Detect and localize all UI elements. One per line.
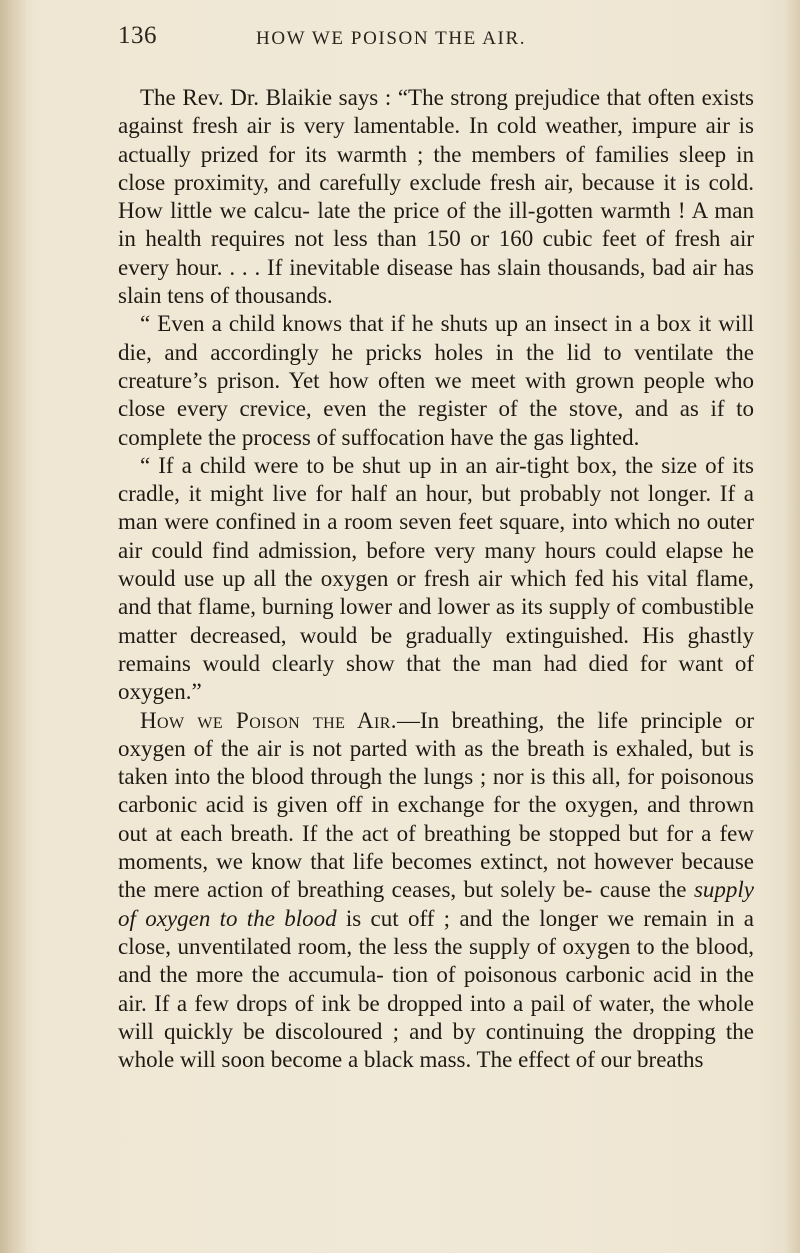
paragraph-air-tight-box: “ If a child were to be shut up in an air-tight box, the size of its cradle, it might live for half an hour, but probably not longer. If a man were confined in a room seven feet square, into which no outer air could find admission, before very many hours could elapse he would use up all the oxygen or fresh air which fed his vital flame, and that flame, burning lower and lower as its supply of combustible matter decreased, would be gradually extinguished. His ghastly remains would clearly show that the man had died for want of oxygen.” xyxy=(118,452,754,705)
paragraph-text-part: —In breathing, the life principle or oxygen of the air is not parted with as the breath is exhaled, but is taken into the blood through the lungs ; nor is this all, for poisonous carbonic acid is given off in exchange for the oxygen, and thrown out at each breath. If the act of breathing be stopped but for a few moments, we know that life becomes extinct, not however because the mere action of breathing ceases, but solely be- cause the xyxy=(118,707,754,903)
page-number: 136 xyxy=(118,22,157,49)
page-header xyxy=(118,22,758,62)
body-text xyxy=(118,84,754,1074)
binding-shadow xyxy=(0,0,28,1253)
paragraph-insect-box: “ Even a child knows that if he shuts up an insect in a box it will die, and accordingly he pricks holes in the lid to ventilate the creature’s prison. Yet how often we meet with grown people who close every crevice, even the register of the stove, and as if to complete the process of suffocation have the gas lighted. xyxy=(118,311,754,450)
paragraph-text-part: is cut off ; and the longer we remain in a close, unventilated room, the less the supply of oxygen to the blood, and the more the accumula- tion of poisonous carbonic acid in the air. If a few drops of ink be dropped into a pail of water, the whole will quickly be discoloured ; and by continuing the dropping the whole will soon become a black mass. The effect of our breaths xyxy=(118,905,754,1073)
emphasized-phrase: supply of oxygen to the blood xyxy=(118,877,754,931)
paragraph-how-we-poison xyxy=(118,707,754,1075)
page-edge-shadow xyxy=(786,0,800,1253)
section-heading: How we Poison the Air. xyxy=(140,707,397,733)
running-title: HOW WE POISON THE AIR. xyxy=(256,28,527,49)
paragraph-blaikie-quote: The Rev. Dr. Blaikie says : “The strong prejudice that often exists against fresh air is very lamentable. In cold weather, impure air is actually prized for its warmth ; the members of families sleep in close proximity, and carefully exclude fresh air, because it is cold. How little we calcu- late the price of the ill-gotten warmth ! A man in health requires not less than 150 or 160 cubic feet of fresh air every hour. . . . If inevitable disease has slain thousands, bad air has slain tens of thousands. xyxy=(118,85,754,309)
